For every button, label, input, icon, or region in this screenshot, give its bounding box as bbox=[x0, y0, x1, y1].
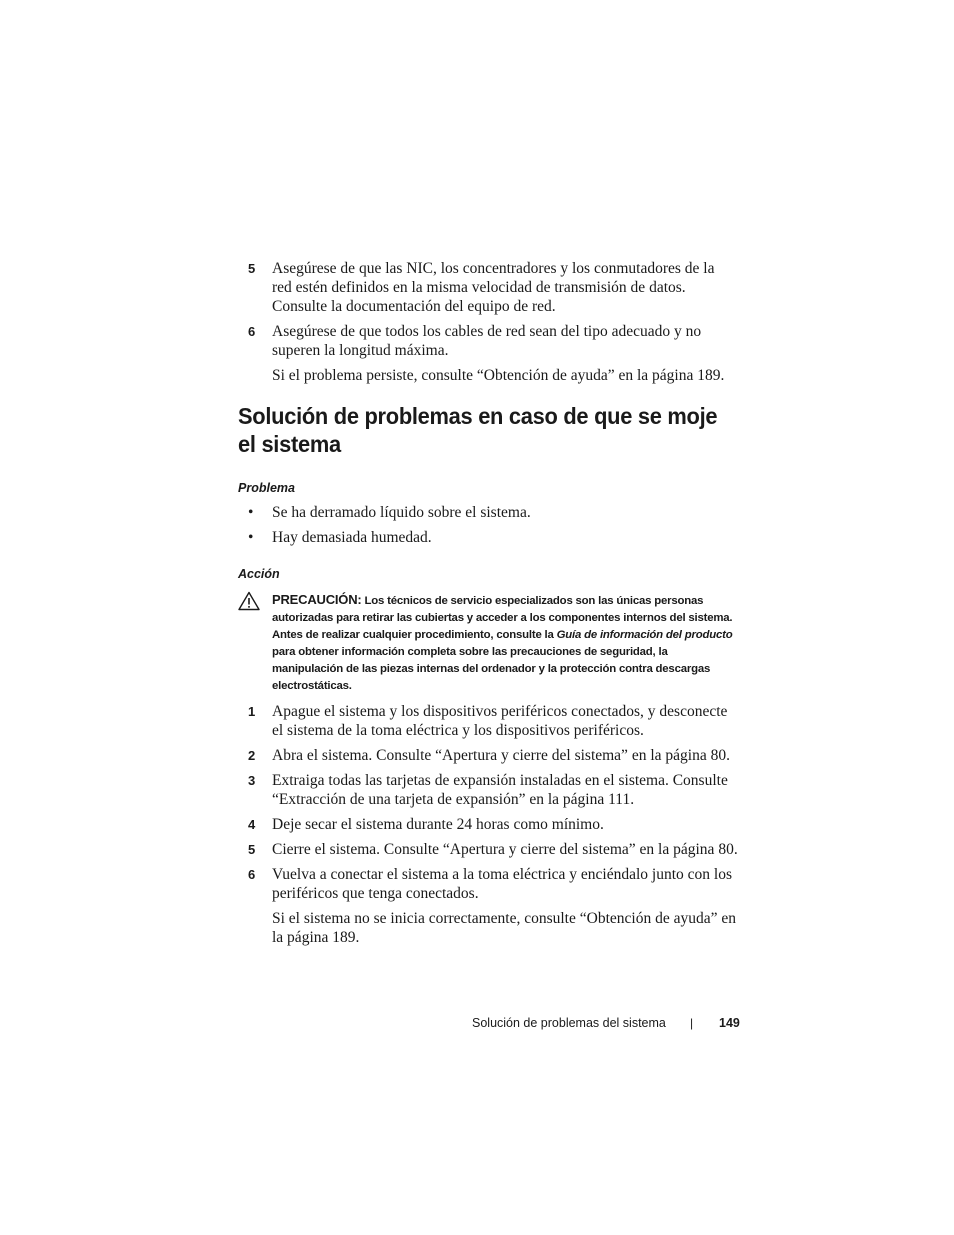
step-note: Si el sistema no se inicia correctamente, consulte “Obtención de ayuda” en la página 189. bbox=[272, 910, 736, 946]
bullet-dot: • bbox=[248, 504, 254, 521]
step-text: Deje secar el sistema durante 24 horas como mínimo. bbox=[272, 816, 604, 833]
caution-emphasis: Guía de información del producto bbox=[556, 629, 733, 641]
step-number: 3 bbox=[248, 773, 256, 788]
footer-separator: | bbox=[690, 1016, 694, 1030]
action-heading: Acción bbox=[238, 567, 280, 581]
step-item bbox=[238, 865, 738, 903]
step-number: 1 bbox=[248, 704, 256, 719]
bullet-text: Hay demasiada humedad. bbox=[272, 529, 432, 546]
step-text: Apague el sistema y los dispositivos periféricos conectados, y desconecte el sistema de la toma eléctrica y los dispositivos periféricos. bbox=[272, 703, 728, 739]
step-item bbox=[238, 322, 738, 360]
step-number: 2 bbox=[248, 748, 256, 763]
step-item bbox=[238, 746, 738, 765]
step-item bbox=[238, 702, 738, 740]
list-item bbox=[238, 503, 738, 522]
step-note: Si el problema persiste, consulte “Obtención de ayuda” en la página 189. bbox=[272, 367, 725, 384]
warning-triangle-icon bbox=[238, 591, 260, 611]
step-number: 6 bbox=[248, 867, 256, 882]
caution-body: Los técnicos de servicio especializados son las únicas personas autorizadas para retirar las cubiertas y acceder a los componentes internos del sistema. Antes de realizar cualquier procedimiento, consulte la bbox=[272, 595, 733, 641]
step-number: 4 bbox=[248, 817, 256, 832]
bullet-text: Se ha derramado líquido sobre el sistema. bbox=[272, 504, 531, 521]
step-text: Vuelva a conectar el sistema a la toma eléctrica y enciéndalo junto con los periféricos que tenga conectados. bbox=[272, 866, 732, 902]
section-title: Solución de problemas en caso de que se moje el sistema bbox=[238, 403, 718, 457]
step-text: Asegúrese de que las NIC, los concentradores y los conmutadores de la red estén definidos en la misma velocidad de transmisión de datos. Consulte la documentación del equipo de red. bbox=[272, 260, 715, 315]
problem-heading: Problema bbox=[238, 481, 295, 495]
step-number: 5 bbox=[248, 842, 256, 857]
step-item bbox=[238, 815, 738, 834]
action-steps bbox=[238, 702, 738, 947]
footer-chapter: Solución de problemas del sistema bbox=[472, 1016, 666, 1030]
problem-list bbox=[238, 503, 738, 553]
step-item bbox=[238, 771, 738, 809]
step-item bbox=[238, 840, 738, 859]
caution-box bbox=[238, 591, 738, 695]
step-text: Cierre el sistema. Consulte “Apertura y cierre del sistema” en la página 80. bbox=[272, 841, 738, 858]
page-number: 149 bbox=[719, 1016, 740, 1030]
step-number: 5 bbox=[248, 261, 256, 276]
bullet-dot: • bbox=[248, 529, 254, 546]
top-steps bbox=[238, 259, 738, 385]
step-text: Abra el sistema. Consulte “Apertura y cierre del sistema” en la página 80. bbox=[272, 747, 730, 764]
step-number: 6 bbox=[248, 324, 256, 339]
step-item bbox=[238, 259, 738, 316]
step-text: Extraiga todas las tarjetas de expansión instaladas en el sistema. Consulte “Extracción de una tarjeta de expansión” en la página 111. bbox=[272, 772, 728, 808]
list-item bbox=[238, 528, 738, 547]
caution-text bbox=[238, 591, 738, 695]
caution-body-end: para obtener información completa sobre las precauciones de seguridad, la manipulación de las piezas internas del ordenador y la protección contra descargas electrostáticas. bbox=[272, 646, 711, 692]
caution-label: PRECAUCIÓN: bbox=[272, 592, 362, 607]
step-text: Asegúrese de que todos los cables de red sean del tipo adecuado y no superen la longitud máxima. bbox=[272, 323, 702, 359]
